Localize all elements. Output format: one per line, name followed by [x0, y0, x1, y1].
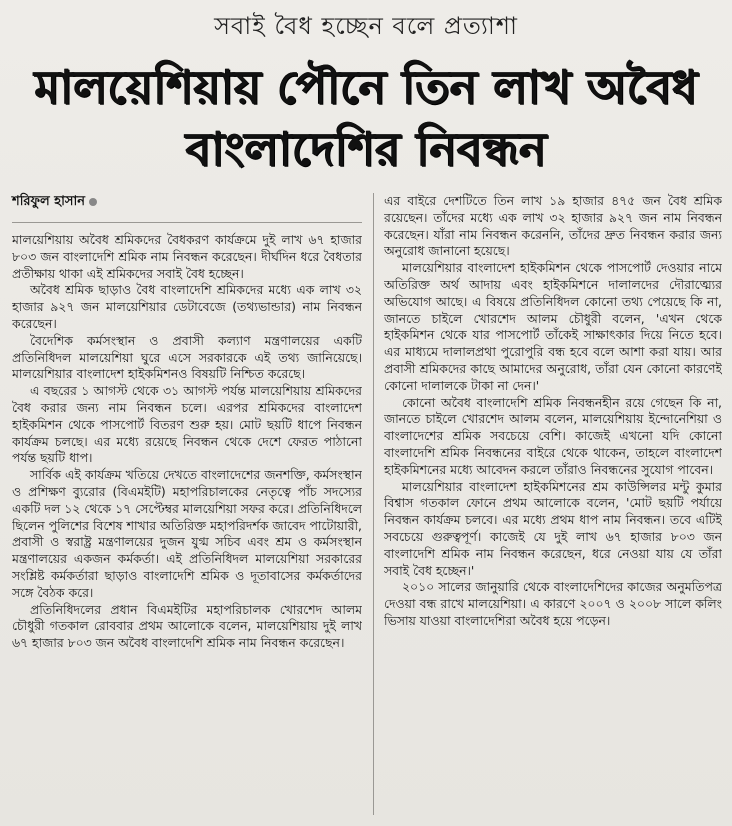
kicker-line: সবাই বৈধ হচ্ছেন বলে প্রত্যাশা [214, 12, 518, 40]
paragraph: মালয়েশিয়ার বাংলাদেশ হাইকমিশনের শ্রম কাউন্সিলর মন্টু কুমার বিশ্বাস গতকাল ফোনে প্রথম আলোকে বলেন, 'মোট ছয়টি পর্যায়ে নিবন্ধন কার্যক্রম চলবে। এর মধ্যে প্রথম ধাপ নাম নিবন্ধন। তবে এটিই সবচেয়ে গুরুত্বপূর্ণ। কাজেই যে দুই লাখ ৬৭ হাজার ৮০৩ জন বাংলাদেশি শ্রমিক নাম নিবন্ধন করেছেন, ধরে নেওয়া যায় যে তাঁরা সবাই বৈধ হচ্ছেন।' [384, 478, 722, 578]
headline: মালয়েশিয়ায় পৌনে তিন লাখ অবৈধ বাংলাদেশির নিবন্ধন [34, 60, 698, 176]
paragraph: সার্বিক এই কার্যক্রম খতিয়ে দেখতে বাংলাদেশের জনশক্তি, কর্মসংস্থান ও প্রশিক্ষণ ব্যুরোর (বিএমইটি) মহাপরিচালকের নেতৃত্বে পাঁচ সদস্যের একটি দল ১২ থেকে ১৭ সেপ্টেম্বর মালয়েশিয়া সফর করে। প্রতিনিধিদলে ছিলেন পুলিশের বিশেষ শাখার অতিরিক্ত মহাপরিদর্শক জাবেদ পাটোয়ারী, প্রবাসী ও স্বরাষ্ট্র মন্ত্রণালয়ের দুজন যুগ্ম সচিব এবং শ্রম ও কর্মসংস্থান মন্ত্রণালয়ের একজন কর্মকর্তা। এই প্রতিনিধিদল মালয়েশিয়া সরকারের সংশ্লিষ্ট কর্মকর্তারা ছাড়াও বাংলাদেশি শ্রমিক ও দূতাবাসের কর্মকর্তাদের সঙ্গে বৈঠক করে। [12, 467, 362, 600]
byline [12, 193, 362, 211]
paragraph: এর বাইরে দেশটিতে তিন লাখ ১৯ হাজার ৪৭৫ জন বৈধ শ্রমিক রয়েছেন। তাঁদের মধ্যে এক লাখ ৩২ হাজার ৯২৭ জন নাম নিবন্ধন করেছেন। যাঁরা নাম নিবন্ধন করেননি, তাঁদের দ্রুত নিবন্ধন করার জন্য অনুরোধ জানানো হয়েছে। [384, 193, 722, 259]
paragraph: এ বছরের ১ আগস্ট থেকে ৩১ আগস্ট পর্যন্ত মালয়েশিয়ায় শ্রমিকদের বৈধ করার জন্য নাম নিবন্ধন চলে। এরপর শ্রমিকদের বাংলাদেশ হাইকমিশন থেকে পাসপোর্ট বিতরণ শুরু হয়। মোট ছয়টি ধাপে নিবন্ধন কার্যক্রম চলছে। এর মধ্যে রয়েছে নিবন্ধন থেকে দেশে ফেরত পাঠানো পর্যন্ত ছয়টি ধাপ। [12, 383, 362, 466]
paragraph: মালয়েশিয়ায় অবৈধ শ্রমিকদের বৈধকরণ কার্যক্রমে দুই লাখ ৬৭ হাজার ৮০৩ জন বাংলাদেশি শ্রমিক নাম নিবন্ধন করেছেন। দীর্ঘদিন ধরে বৈধতার প্রতীক্ষায় থাকা এই শ্রমিকদের সবাই বৈধ হচ্ছেন। [12, 232, 362, 281]
byline-dot-icon [89, 198, 97, 206]
paragraph: বৈদেশিক কর্মসংস্থান ও প্রবাসী কল্যাণ মন্ত্রণালয়ের একটি প্রতিনিধিদল মালয়েশিয়া ঘুরে এসে সরকারকে এই তথ্য জানিয়েছে। মালয়েশিয়ার বাংলাদেশ হাইকমিশনও বিষয়টি নিশ্চিত করেছে। [12, 332, 362, 382]
right-column [384, 193, 722, 818]
paragraph: অবৈধ শ্রমিক ছাড়াও বৈধ বাংলাদেশি শ্রমিকদের মধ্যে এক লাখ ৩২ হাজার ৯২৭ জন মালয়েশিয়ার ডেটাবেজে (তথ্যভান্ডার) নাম নিবন্ধন করেছেন। [12, 282, 362, 331]
byline-author: শরিফুল হাসান [12, 194, 85, 209]
paragraph: ২০১০ সালের জানুয়ারি থেকে বাংলাদেশিদের কাজের অনুমতিপত্র দেওয়া বন্ধ রাখে মালয়েশিয়া। এ কারণে ২০০৭ ও ২০০৮ সালে কলিং ভিসায় যাওয়া বাংলাদেশিরা অবৈধ হয়ে পড়েন। [384, 579, 722, 628]
byline-rule [12, 222, 362, 223]
left-column [12, 232, 362, 818]
paragraph: কোনো অবৈধ বাংলাদেশি শ্রমিক নিবন্ধনহীন রয়ে গেছেন কি না, জানতে চাইলে খোরশেদ আলম বলেন, মালয়েশিয়ায় ইন্দোনেশিয়া ও বাংলাদেশের শ্রমিক সবচেয়ে বেশি। কাজেই এখনো যদি কোনো বাংলাদেশি শ্রমিক নিবন্ধনের বাইরে থেকে থাকেন, তাহলে বাংলাদেশ হাইকমিশনের মধ্যে আবেদন করলে তাঁরাও নিবন্ধনের সুযোগ পাবেন। [384, 394, 722, 477]
paragraph: প্রতিনিধিদলের প্রধান বিএমইটির মহাপরিচালক খোরশেদ আলম চৌধুরী গতকাল রোববার প্রথম আলোকে বলেন, মালয়েশিয়ায় দুই লাখ ৬৭ হাজার ৮০৩ জন অবৈধ বাংলাদেশি শ্রমিক নাম নিবন্ধন করেছেন। [12, 601, 362, 651]
paragraph: মালয়েশিয়ার বাংলাদেশ হাইকমিশন থেকে পাসপোর্ট দেওয়ার নামে অতিরিক্ত অর্থ আদায় এবং হাইকমিশনে দালালদের দৌরাত্ম্যের অভিযোগ আছে। এ বিষয়ে প্রতিনিধিদল কোনো তথ্য পেয়েছে কি না, জানতে চাইলে খোরশেদ আলম চৌধুরী বলেন, 'এখন থেকে হাইকমিশন থেকে যার পাসপোর্ট তাঁকেই সাক্ষাৎকার দিয়ে নিতে হবে। এর মাধ্যমে দালালপ্রথা পুরোপুরি বন্ধ হবে বলে আশা করা যায়। আর প্রবাসী শ্রমিকদের কাছে আমাদের অনুরোধ, তাঁরা যেন কোনো কারণেই কোনো দালালকে টাকা না দেন।' [384, 260, 722, 393]
column-divider [373, 193, 374, 815]
